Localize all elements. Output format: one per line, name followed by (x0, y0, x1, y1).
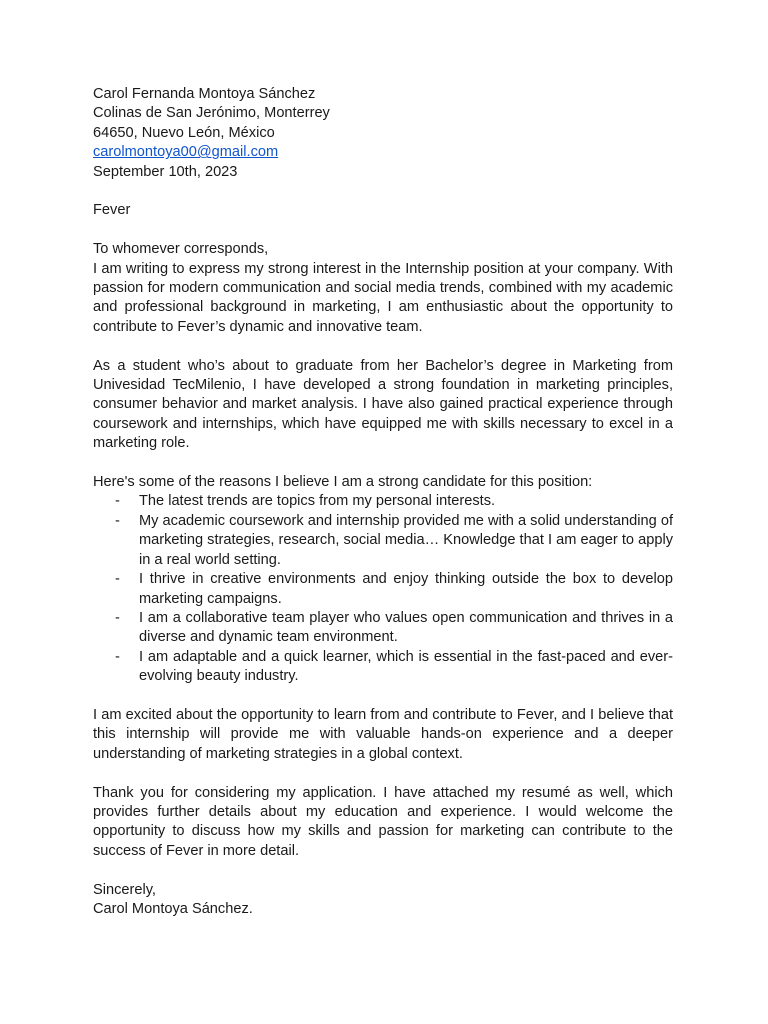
letter-date: September 10th, 2023 (93, 163, 238, 180)
dash-bullet: - (115, 512, 120, 529)
closing-salutation: Sincerely, (93, 881, 156, 898)
signature: Carol Montoya Sánchez. (93, 900, 253, 917)
list-item-text: The latest trends are topics from my personal interests. (139, 493, 496, 510)
reasons-list (93, 492, 673, 686)
list-item-text: My academic coursework and internship provided me with a solid understanding of marketing strategies, research, social media… Knowledge that I am eager to apply in a real world setting. (139, 512, 673, 568)
letter-page (93, 85, 673, 919)
recipient: Fever (93, 202, 131, 219)
list-item (93, 609, 673, 648)
background-paragraph: As a student who’s about to graduate from her Bachelor’s degree in Marketing from Univesidad TecMilenio, I have developed a strong foundation in marketing principles, consumer behavior and market analysis. I have also gained practical experience through coursework and internships, which have equipped me with skills necessary to excel in a marketing role. (93, 357, 673, 452)
list-item-text: I am adaptable and a quick learner, which is essential in the fast-paced and ever-evolving beauty industry. (139, 648, 673, 685)
dash-bullet: - (115, 493, 120, 510)
list-item (93, 512, 673, 570)
sender-block (93, 85, 673, 182)
list-item-text: I am a collaborative team player who values open communication and thrives in a diverse and dynamic team environment. (139, 609, 673, 646)
list-item (93, 648, 673, 687)
sender-address-line2: 64650, Nuevo León, México (93, 124, 275, 141)
dash-bullet: - (115, 609, 120, 626)
list-item-text: I thrive in creative environments and enjoy thinking outside the box to develop marketing campaigns. (139, 571, 673, 607)
intro-paragraph: I am writing to express my strong interest in the Internship position at your company. With passion for modern communication and social media trends, combined with my academic and professional background in marketing, I am enthusiastic about the opportunity to contribute to Fever’s dynamic and innovative team. (93, 260, 673, 335)
sender-email-link[interactable]: carolmontoya00@gmail.com (93, 144, 279, 161)
greeting: To whomever corresponds, (93, 241, 269, 258)
list-item (93, 570, 673, 609)
list-item (93, 492, 673, 511)
reasons-intro: Here's some of the reasons I believe I am a strong candidate for this position: (93, 474, 593, 491)
dash-bullet: - (115, 571, 120, 588)
excited-paragraph: I am excited about the opportunity to learn from and contribute to Fever, and I believe that this internship will provide me with valuable hands-on experience and a deeper understanding of marketing strategies in a global context. (93, 706, 673, 762)
sender-address-line1: Colinas de San Jerónimo, Monterrey (93, 105, 330, 122)
dash-bullet: - (115, 648, 120, 665)
thanks-paragraph: Thank you for considering my application. I have attached my resumé as well, which provides further details about my education and experience. I would welcome the opportunity to discuss how my skills and passion for marketing can contribute to the success of Fever in more detail. (93, 784, 673, 859)
sender-name: Carol Fernanda Montoya Sánchez (93, 86, 316, 102)
